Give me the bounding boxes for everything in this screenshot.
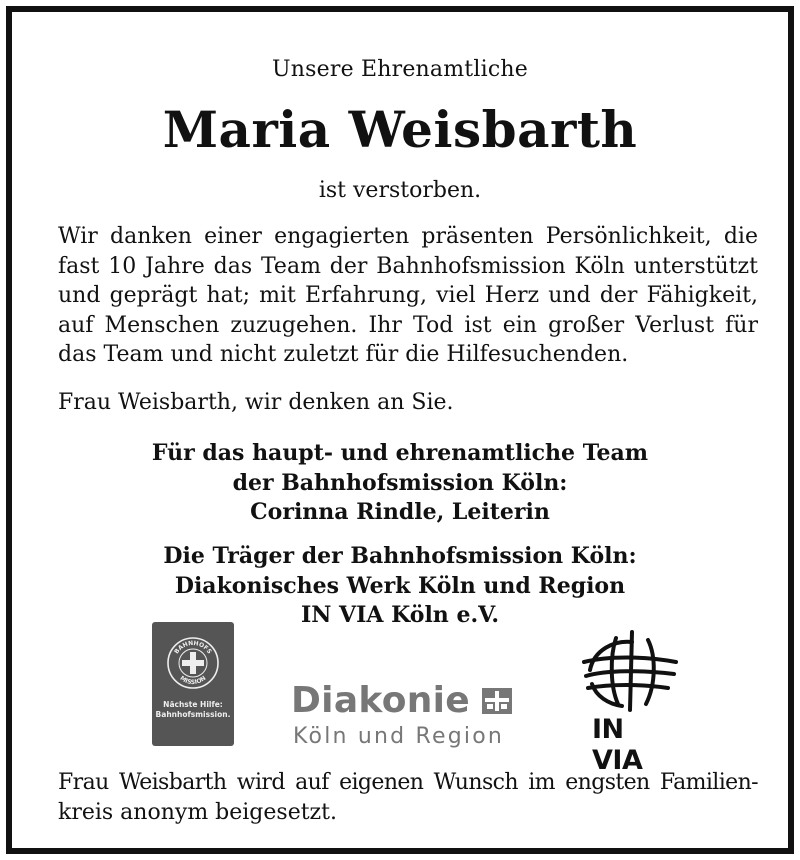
bahnhofsmission-seal-icon: [166, 636, 220, 690]
diakonie-cross-icon: [482, 688, 512, 714]
seal-bottom-text: MISSION: [178, 674, 208, 687]
farewell-line: Frau Weisbarth, wir denken an Sie.: [58, 390, 454, 415]
invia-wordmark: IN VIA: [592, 714, 643, 776]
tribute-paragraph: [58, 222, 758, 370]
motto-line: Nächste Hilfe:: [163, 700, 223, 709]
status-line: ist verstorben.: [318, 178, 482, 203]
motto-line: Bahnhofsmission.: [155, 710, 231, 719]
diakonie-wordmark: Diakonie: [291, 680, 471, 721]
closing-paragraph: [58, 768, 758, 827]
signature-line: Diakonisches Werk Köln und Region: [174, 572, 626, 599]
signature-carriers: [12, 542, 788, 631]
deceased-name: Maria Weisbarth: [162, 100, 638, 159]
closing-line: Frau Weisbarth wird auf eigenen Wunsch im engsten Familien-: [58, 770, 758, 795]
signature-line: IN VIA Köln e.V.: [300, 602, 499, 628]
tribute-line: und geprägt hat; mit Erfahrung, viel Herz und der Fähigkeit,: [58, 283, 758, 308]
bahnhofsmission-motto: [152, 700, 234, 720]
seal-top-text: BAHNHOFS: [173, 639, 213, 656]
invia-globe-icon: [572, 626, 682, 716]
death-notice: [6, 6, 794, 854]
svg-text:MISSION: [179, 675, 208, 686]
tribute-line: das Team und nicht zuletzt für die Hilfesuchenden.: [58, 342, 629, 367]
signature-line: der Bahnhofsmission Köln:: [232, 469, 568, 496]
invia-logo: [572, 626, 682, 776]
diakonie-region: Köln und Region: [293, 724, 504, 749]
signature-team: [12, 439, 788, 528]
closing-line: kreis anonym beigesetzt.: [58, 799, 337, 825]
signature-line: Die Träger der Bahnhofsmission Köln:: [163, 543, 637, 569]
tribute-line: auf Menschen zuzugehen. Ihr Tod ist ein großer Verlust für: [58, 312, 758, 338]
signature-line: Für das haupt- und ehrenamtliche Team: [151, 440, 649, 466]
diakonie-logo: [286, 680, 536, 750]
tribute-line: Wir danken einer engagierten präsenten Persönlichkeit, die: [58, 224, 758, 249]
signature-line: Corinna Rindle, Leiterin: [250, 499, 550, 525]
bahnhofsmission-logo: [152, 622, 234, 746]
tribute-line: fast 10 Jahre das Team der Bahnhofsmission Köln unterstützt: [58, 253, 758, 279]
intro-line: Unsere Ehrenamtliche: [272, 57, 528, 82]
